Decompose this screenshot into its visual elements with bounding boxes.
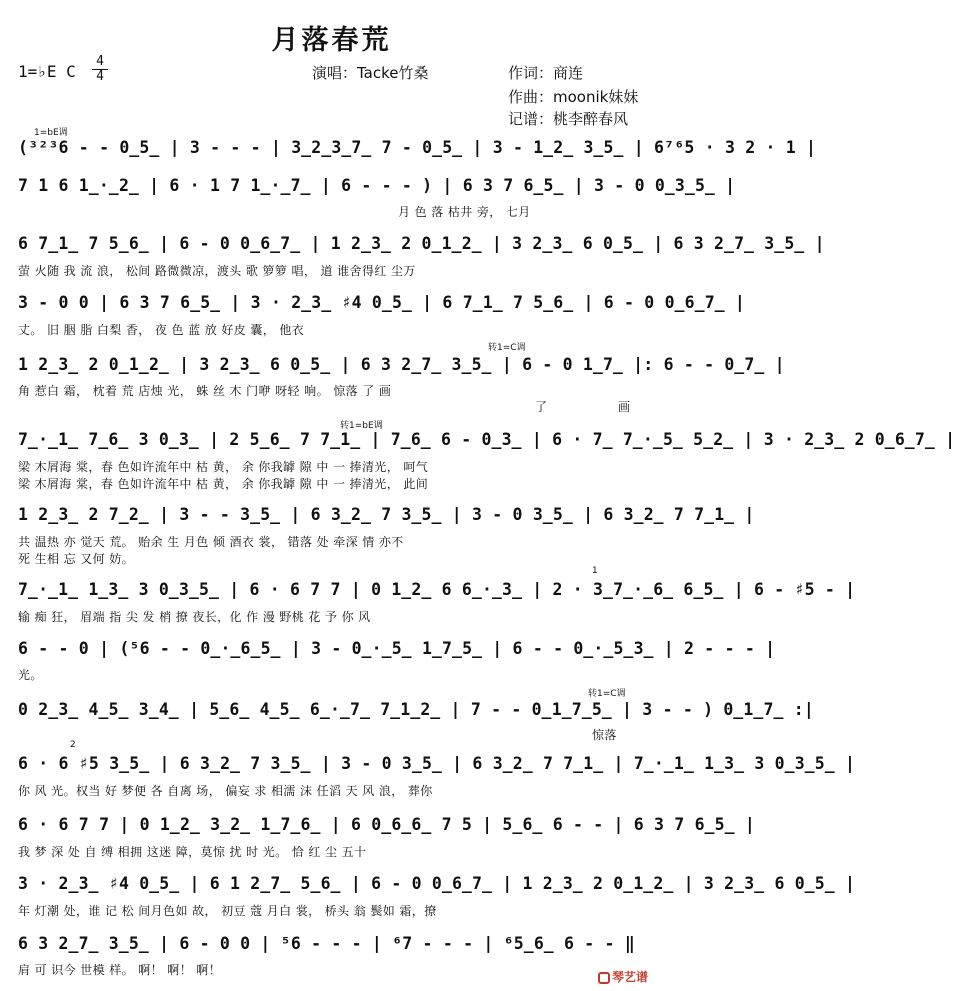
notation-row: 7̲·̲1̲ 1̲3̲ 3 0̲3̲5̲ | 6 · 6 7 7 | 0 1̲2̲ 6 6̲·̲3̲ | 2 · 3̲7̲·̲6̲ 6̲5̲ | 6 - ♯5 - |	[18, 580, 856, 599]
lyrics-row: 输 痴 狂， 眉端 指 尖 发 梢 撩 夜长，化 作 漫 野桃 花 予 你 风	[18, 610, 371, 624]
time-signature	[92, 56, 108, 83]
lyrics-row: 角 惹白 霜， 枕着 荒 店烛 光， 蛛 丝 木 门咿 呀轻 响。 惊落 了 画	[18, 384, 392, 398]
lyrics-row: 你 风 光。权当 好 梦便 各 自离 场， 偏妄 求 相濡 沫 任滔 天 风 浪， 葬你	[18, 784, 433, 798]
brand-watermark	[598, 968, 648, 985]
meter-top: 4	[96, 54, 104, 69]
lyrics-row: 梁 木屑海 棠，春 色如许流年中 枯 黄， 余 你我罅 隙 中 一 捧清光， 呵气	[18, 460, 429, 474]
lyrics-row: 我 梦 深 处 自 缚 相拥 这迷 障，莫惊 扰 时 光。 恰 红 尘 五十	[18, 845, 367, 859]
lyrics-row: 年 灯潮 处，谁 记 松 间月色如 故， 初豆 蔻 月白 裳， 桥头 翁 鬓如 霜，撩	[18, 904, 437, 918]
brand-logo-icon	[598, 972, 610, 984]
notation-row: 3 - 0 0 | 6 3 7 6̲5̲ | 3 · 2̲3̲ ♯4 0̲5̲ | 6 7̲1̲ 7 5̲6̲ | 6 - 0 0̲6̲7̲ |	[18, 293, 746, 312]
volta-second-ending: 2	[70, 740, 76, 750]
page-title: 月落春荒	[271, 25, 392, 56]
notation-row: 1 2̲3̲ 2 7̲2̲ | 3 - - 3̲5̲ | 6 3̲2̲ 7 3̲5̲ | 3 - 0 3̲5̲ | 6 3̲2̲ 7 7̲1̲ |	[18, 505, 755, 524]
lyrics-row: 共 温热 亦 觉天 荒。 贻余 生 月色 倾 酒衣 裳， 错落 处 牵深 情 亦不	[18, 535, 404, 549]
notation-row: 6 · 6 7 7 | 0 1̲2̲ 3̲2̲ 1̲7̲6̲ | 6 0̲6̲6̲ 7 5 | 5̲6̲ 6 - - | 6 3 7 6̲5̲ |	[18, 815, 755, 834]
notation-row: 7̲·̲1̲ 7̲6̲ 3 0̲3̲ | 2 5̲6̲ 7 7̲1̲ | 7̲6̲ 6 - 0̲3̲ | 6 · 7̲ 7̲·̲5̲ 5̲2̲ | 3 · 2̲3̲ 2 0̲6̲7̲ |	[18, 430, 955, 449]
modulation-mark: 转1=bE调	[340, 421, 383, 431]
notation-row: (³²³6 - - 0̲5̲ | 3 - - - | 3̲2̲3̲7̲ 7 - 0̲5̲ | 3 - 1̲2̲ 3̲5̲ | 6⁷⁶5 · 3 2 · 1 |	[18, 138, 817, 157]
meter-bottom: 4	[96, 69, 104, 84]
repeat-lyric-word: 画	[618, 400, 631, 414]
lyrics-row: 月 色 落 枯井 旁， 七月	[398, 205, 531, 219]
key-signature: 1=♭E C	[18, 62, 76, 81]
notation-row: 0 2̲3̲ 4̲5̲ 3̲4̲ | 5̲6̲ 4̲5̲ 6̲·̲7̲ 7̲1̲2̲ | 7 - - 0̲1̲7̲5̲ | 3 - - ) 0̲1̲7̲ :|	[18, 700, 814, 719]
brand-name: 琴艺谱	[612, 970, 649, 984]
notation-row: 6 7̲1̲ 7 5̲6̲ | 6 - 0 0̲6̲7̲ | 1 2̲3̲ 2 0̲1̲2̲ | 3 2̲3̲ 6 0̲5̲ | 6 3 2̲7̲ 3̲5̲ |	[18, 234, 825, 253]
notation-row: 3 · 2̲3̲ ♯4 0̲5̲ | 6 1 2̲7̲ 5̲6̲ | 6 - 0 0̲6̲7̲ | 1 2̲3̲ 2 0̲1̲2̲ | 3 2̲3̲ 6 0̲5̲ |	[18, 874, 856, 893]
lyricist-credit: 作词：商连	[508, 64, 584, 82]
lyrics-row: 肩 可 识今 世模 样。 啊！ 啊！ 啊！	[18, 963, 222, 977]
lyrics-row-alt: 梁 木屑海 棠，春 色如许流年中 枯 黄， 余 你我罅 隙 中 一 捧清光， 此间	[18, 477, 429, 491]
notation-row: 1 2̲3̲ 2 0̲1̲2̲ | 3 2̲3̲ 6 0̲5̲ | 6 3 2̲7̲ 3̲5̲ | 6 - 0 1̲7̲ |: 6 - - 0̲7̲ |	[18, 355, 785, 374]
modulation-mark: 转1=C调	[488, 343, 526, 353]
lyrics-row: 光。	[18, 668, 43, 682]
singer-credit: 演唱：Tacke竹桑	[312, 64, 429, 82]
lyrics-row: 萤 火随 我 流 浪， 松间 路微微凉，渡头 歌 箩箩 唱， 道 谁舍得红 尘万	[18, 264, 416, 278]
volta-first-ending: 1	[592, 566, 598, 576]
notation-row: 6 3 2̲7̲ 3̲5̲ | 6 - 0 0 | ⁵6 - - - | ⁶7 - - - | ⁶5̲6̲ 6 - - ‖	[18, 934, 635, 953]
notation-row: 7 1 6 1̲·̲2̲ | 6 · 1 7 1̲·̲7̲ | 6 - - - ) | 6 3 7 6̲5̲ | 3 - 0 0̲3̲5̲ |	[18, 176, 736, 195]
notation-row: 6 · 6 ♯5 3̲5̲ | 6 3̲2̲ 7 3̲5̲ | 3 - 0 3̲5̲ | 6 3̲2̲ 7 7̲1̲ | 7̲·̲1̲ 1̲3̲ 3 0̲3̲5̲ |	[18, 754, 856, 773]
modulation-mark: 转1=C调	[588, 689, 626, 699]
lyrics-row: 丈。 旧 胭 脂 白梨 香， 夜 色 蓝 放 好皮 囊， 他衣	[18, 323, 305, 337]
notation-row: 6 - - 0 | (⁵6 - - 0̲·̲6̲5̲ | 3 - 0̲·̲5̲ 1̲7̲5̲ | 6 - - 0̲·̲5̲3̲ | 2 - - - |	[18, 639, 776, 658]
intro-key-mark: 1=bE调	[34, 128, 68, 138]
transcriber-credit: 记谱：桃李醉春风	[508, 110, 629, 128]
lyrics-row-alt: 死 生相 忘 又何 妨。	[18, 552, 135, 566]
lyrics-row: 惊落	[592, 728, 617, 742]
composer-credit: 作曲：moonik妹妹	[508, 88, 639, 106]
repeat-lyric-word: 了	[535, 400, 548, 414]
